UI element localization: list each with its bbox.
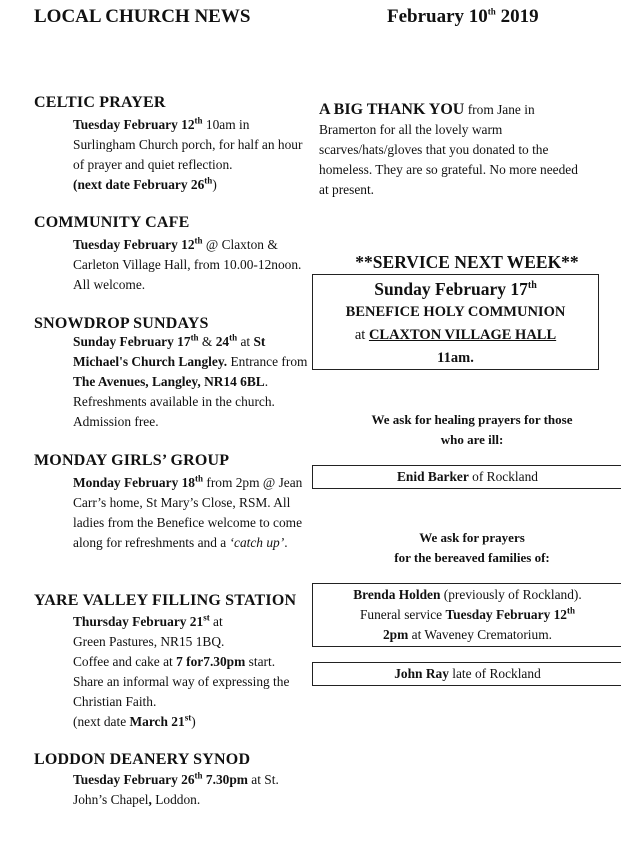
service-day: Sunday February 17th [374,279,537,299]
newsletter-title: LOCAL CHURCH NEWS [34,6,251,27]
newsletter-date: February 10th 2019 [387,6,539,27]
yare-valley-body: Thursday February 21st at Green Pastures, NR15 1BQ. Coffee and cake at 7 for7.30pm start. Share an informal way of expressing the Christian Faith. (next date March 21st) [73,612,290,729]
celtic-prayer-body: Tuesday February 12th 10am in Surlingham Church porch, for half an hour of prayer and quiet reflection. (next date February 26th) [73,115,303,192]
service-name: BENEFICE HOLY COMMUNION [345,304,566,320]
healing-name-box: Enid Barker of Rockland [312,465,621,489]
service-heading: **SERVICE NEXT WEEK** [355,252,579,272]
yare-valley-title: YARE VALLEY FILLING STATION [34,592,297,609]
service-time: 11am. [437,350,474,366]
bereaved-box-holden: Brenda Holden (previously of Rockland). Funeral service Tuesday February 12th 2pm at Waveney Crematorium. [312,583,621,647]
healing-heading: We ask for healing prayers for those who are ill: [371,412,573,447]
loddon-synod-title: LODDON DEANERY SYNOD [34,751,251,768]
loddon-synod-body: Tuesday February 26th 7.30pm at St. John’s Chapel, Loddon. [73,770,279,807]
snowdrop-sundays-body: Sunday February 17th & 24th at St Michael's Church Langley. Entrance from The Avenues, Langley, NR14 6BL. Refreshments available in the church. Admission free. [73,332,308,429]
girls-group-body: Monday February 18th from 2pm @ Jean Carr’s home, St Mary’s Close, RSM. All ladies from the Benefice welcome to come along for refreshments and a ‘catch up’. [73,473,303,550]
girls-group-title: MONDAY GIRLS’ GROUP [34,452,230,469]
service-box [312,274,599,370]
celtic-prayer-title: CELTIC PRAYER [34,94,166,111]
community-cafe-body: Tuesday February 12th @ Claxton & Carleton Village Hall, from 10.00-12noon. All welcome. [73,235,302,292]
service-venue: at CLAXTON VILLAGE HALL [354,327,557,343]
snowdrop-sundays-title: SNOWDROP SUNDAYS [34,315,209,332]
bereaved-heading: We ask for prayers for the bereaved families of: [394,530,550,565]
thank-you-note: A BIG THANK YOU from Jane in Bramerton for all the lovely warm scarves/hats/gloves that you donated to the homeless. They are so grateful. No more needed at present. [319,101,578,197]
community-cafe-title: COMMUNITY CAFE [34,214,190,231]
bereaved-box-ray: John Ray late of Rockland [312,662,621,686]
